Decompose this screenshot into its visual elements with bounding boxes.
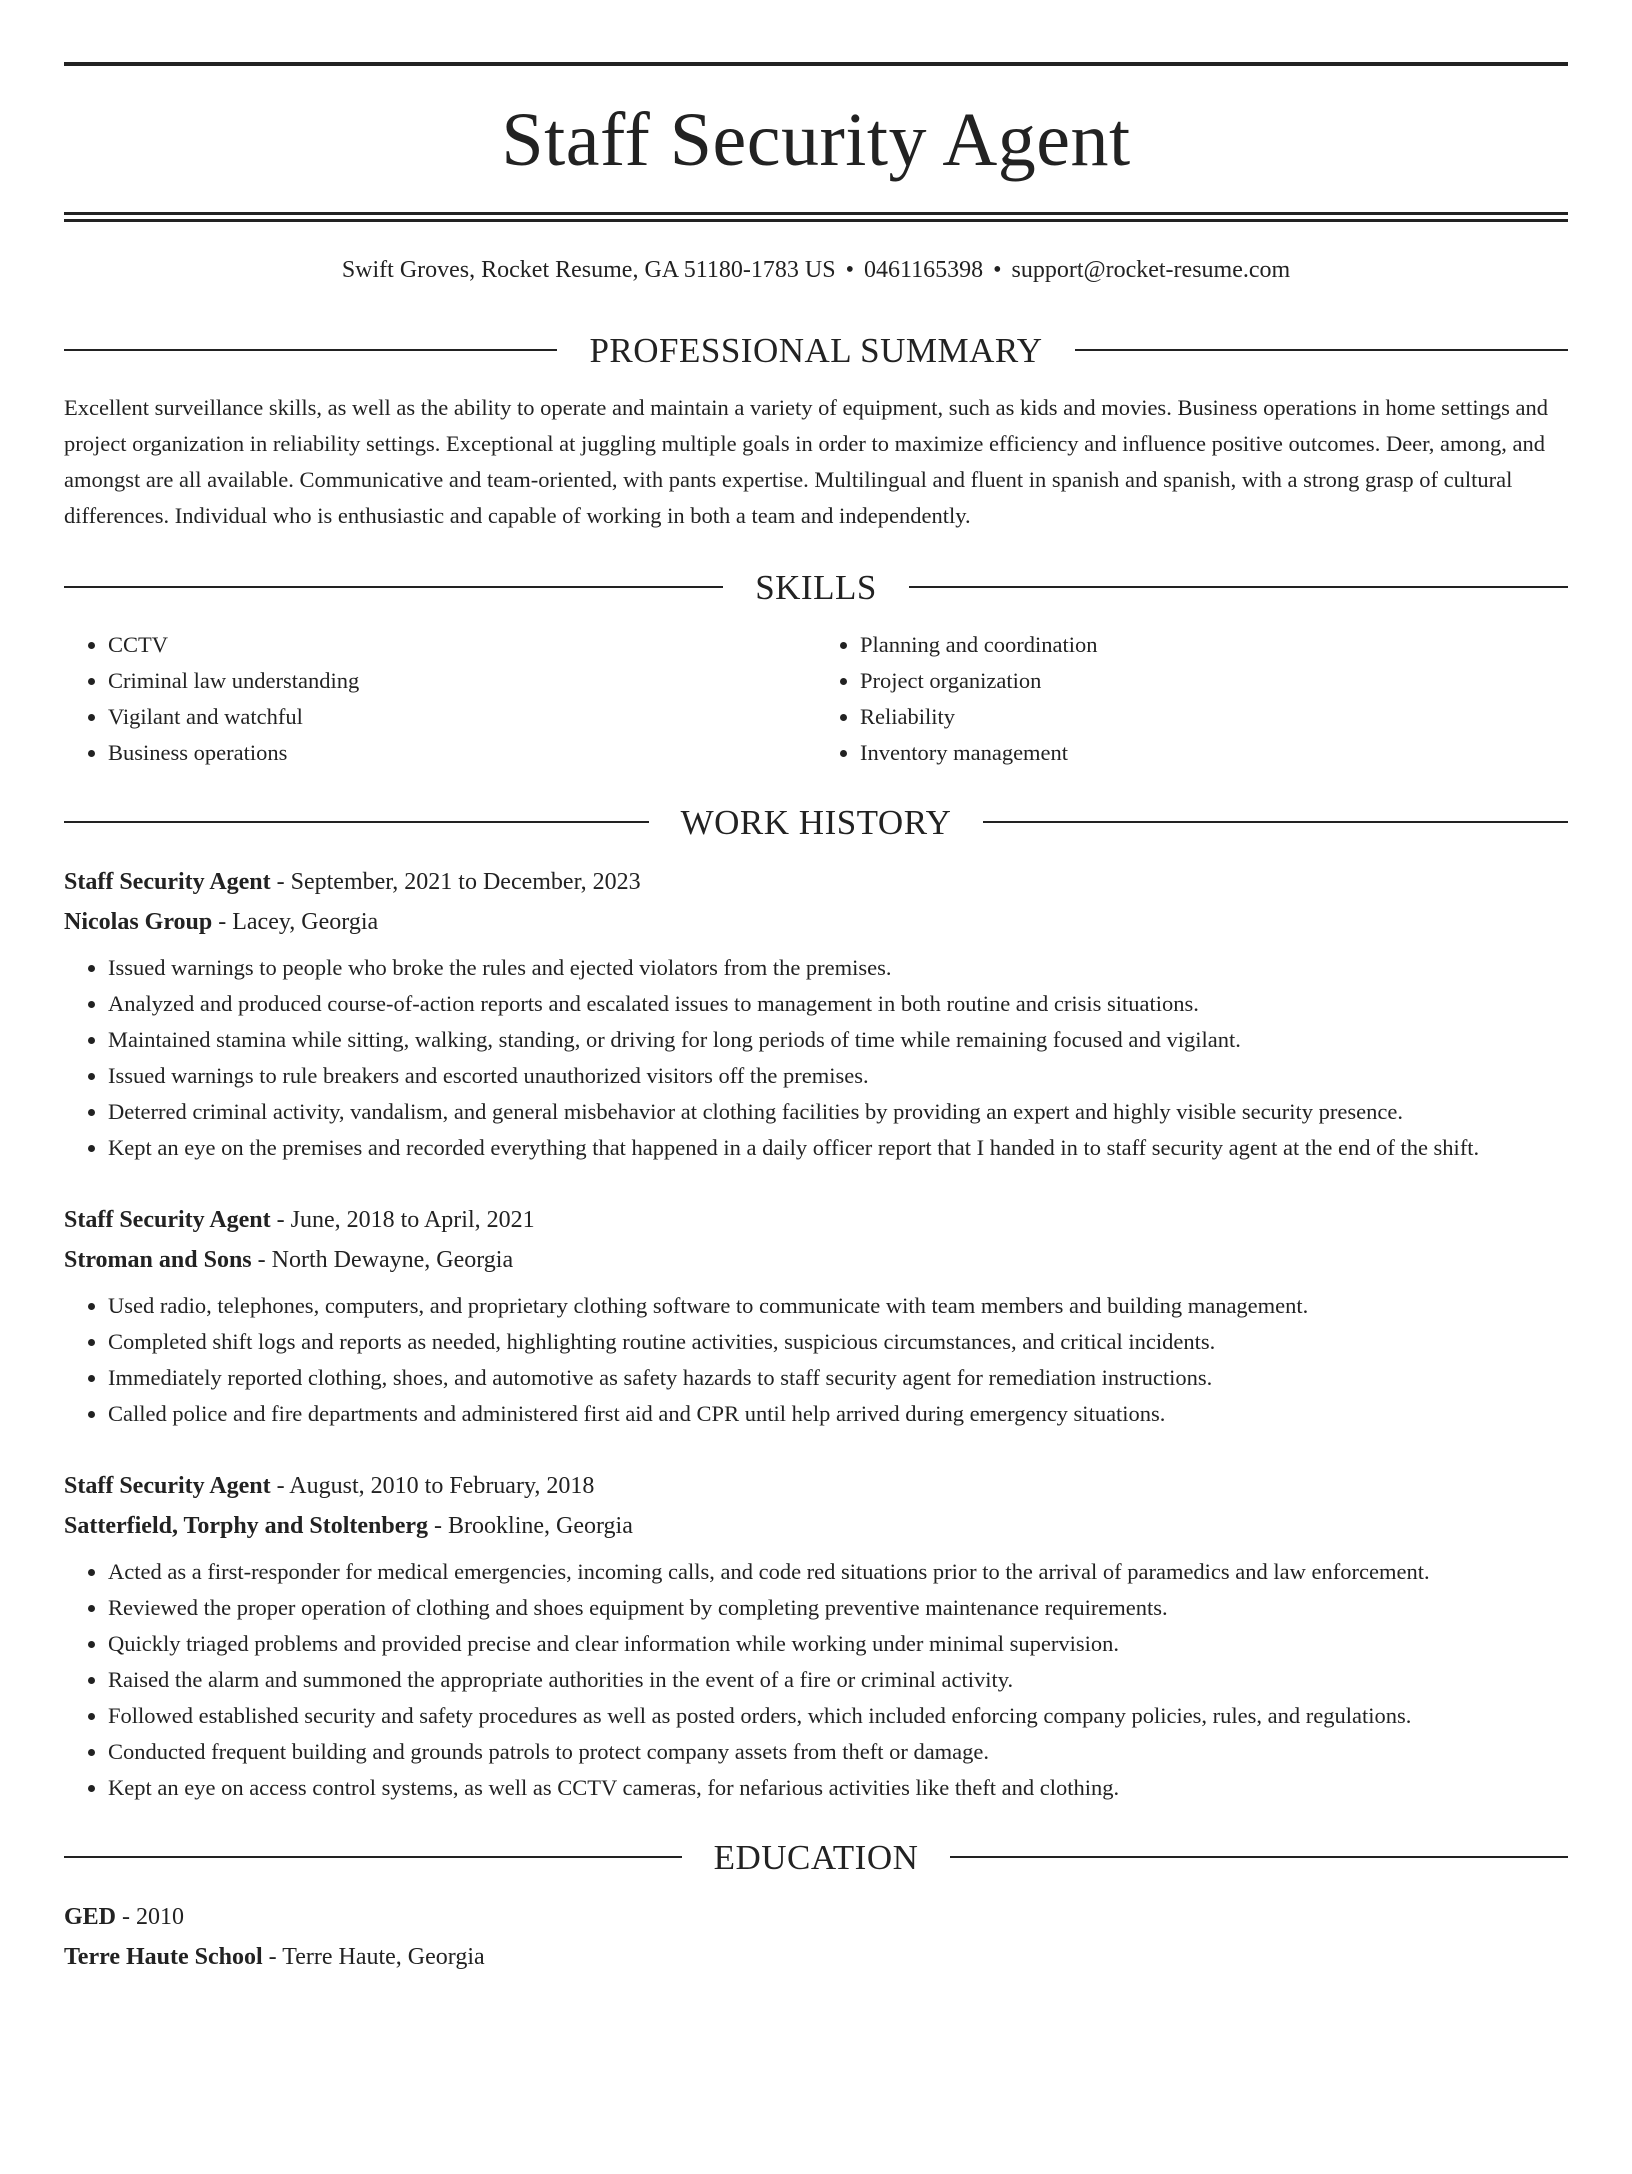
job-dates: - June, 2018 to April, 2021 xyxy=(270,1206,535,1233)
section-title: EDUCATION xyxy=(713,1837,919,1877)
job-bullet: • Completed shift logs and reports as needed, highlighting routine activities, suspicious circumstances, and critical incidents. xyxy=(108,1324,1568,1360)
skill-item: • Criminal law understanding xyxy=(108,663,816,699)
skill-item: • Project organization xyxy=(860,663,1568,699)
contact-phone: 0461165398 xyxy=(863,257,984,283)
job-bullet: • Kept an eye on the premises and recorded everything that happened in a daily officer report that I handed in to staff security agent at the end of the shift. xyxy=(108,1130,1568,1166)
job-bullet: • Kept an eye on access control systems, as well as CCTV cameras, for nefarious activities like theft and clothing. xyxy=(108,1770,1568,1806)
job-company-line xyxy=(64,1506,1568,1546)
job-bullets xyxy=(64,1554,1568,1806)
heading-rule xyxy=(909,586,1568,588)
job-entry xyxy=(64,862,1568,1166)
heading-rule xyxy=(64,821,649,823)
contact-address: Swift Groves, Rocket Resume, GA 51180-1783 US xyxy=(341,257,836,283)
job-title: Staff Security Agent xyxy=(64,1206,271,1233)
section-heading-skills xyxy=(64,567,1568,607)
education-school-line xyxy=(64,1937,1568,1977)
education-degree: GED xyxy=(64,1903,117,1930)
heading-rule xyxy=(1075,349,1568,351)
skills-column-right xyxy=(816,627,1568,771)
education-location: - Terre Haute, Georgia xyxy=(262,1943,485,1970)
job-bullet: • Issued warnings to people who broke the rules and ejected violators from the premises. xyxy=(108,950,1568,986)
job-bullet: • Followed established security and safety procedures as well as posted orders, which included enforcing company policies, rules, and regulations. xyxy=(108,1698,1568,1734)
job-location: - North Dewayne, Georgia xyxy=(251,1246,514,1273)
job-bullet: • Acted as a first-responder for medical emergencies, incoming calls, and code red situations prior to the arrival of paramedics and law enforcement. xyxy=(108,1554,1568,1590)
job-bullet: • Issued warnings to rule breakers and escorted unauthorized visitors off the premises. xyxy=(108,1058,1568,1094)
job-bullet: • Immediately reported clothing, shoes, and automotive as safety hazards to staff security agent for remediation instructions. xyxy=(108,1360,1568,1396)
job-bullet: • Analyzed and produced course-of-action reports and escalated issues to management in both routine and crisis situations. xyxy=(108,986,1568,1022)
education-entry xyxy=(64,1897,1568,1977)
education-degree-line xyxy=(64,1897,1568,1937)
job-company-line xyxy=(64,902,1568,942)
education-school: Terre Haute School xyxy=(64,1943,263,1970)
contact-separator: • xyxy=(993,257,1002,283)
education-year: - 2010 xyxy=(116,1903,185,1930)
skill-item: • Vigilant and watchful xyxy=(108,699,816,735)
job-company: Stroman and Sons xyxy=(64,1246,252,1273)
job-bullets xyxy=(64,1288,1568,1432)
job-bullet: • Used radio, telephones, computers, and proprietary clothing software to communicate with team members and building management. xyxy=(108,1288,1568,1324)
job-location: - Lacey, Georgia xyxy=(212,908,379,935)
skill-item: • Inventory management xyxy=(860,735,1568,771)
job-bullet: • Reviewed the proper operation of clothing and shoes equipment by completing preventive maintenance requirements. xyxy=(108,1590,1568,1626)
contact-email: support@rocket-resume.com xyxy=(1011,257,1291,283)
job-bullet: • Quickly triaged problems and provided precise and clear information while working under minimal supervision. xyxy=(108,1626,1568,1662)
section-title: PROFESSIONAL SUMMARY xyxy=(589,330,1043,370)
name-double-divider xyxy=(64,212,1568,222)
job-location: - Brookline, Georgia xyxy=(428,1512,633,1539)
heading-rule xyxy=(950,1856,1568,1858)
skills-column-left xyxy=(64,627,816,771)
section-title: SKILLS xyxy=(755,567,877,607)
resume-name: Staff Security Agent xyxy=(501,98,1131,182)
job-title-line xyxy=(64,862,1568,902)
skill-item: • CCTV xyxy=(108,627,816,663)
heading-rule xyxy=(64,349,557,351)
heading-rule xyxy=(64,586,723,588)
skill-item: • Reliability xyxy=(860,699,1568,735)
section-heading-work-history xyxy=(64,802,1568,842)
section-heading-summary xyxy=(64,330,1568,370)
resume-page xyxy=(0,62,1632,2174)
job-title: Staff Security Agent xyxy=(64,1472,271,1499)
skill-item: • Planning and coordination xyxy=(860,627,1568,663)
heading-rule xyxy=(983,821,1568,823)
job-bullet: • Deterred criminal activity, vandalism, and general misbehavior at clothing facilities by providing an expert and highly visible security presence. xyxy=(108,1094,1568,1130)
job-bullet: • Conducted frequent building and grounds patrols to protect company assets from theft or damage. xyxy=(108,1734,1568,1770)
contact-line xyxy=(64,256,1568,285)
job-dates: - August, 2010 to February, 2018 xyxy=(270,1472,595,1499)
job-dates: - September, 2021 to December, 2023 xyxy=(270,868,641,895)
job-title: Staff Security Agent xyxy=(64,868,271,895)
heading-rule xyxy=(64,1856,682,1858)
job-bullets xyxy=(64,950,1568,1166)
job-company-line xyxy=(64,1240,1568,1280)
section-title: WORK HISTORY xyxy=(680,802,952,842)
job-bullet: • Raised the alarm and summoned the appropriate authorities in the event of a fire or criminal activity. xyxy=(108,1662,1568,1698)
top-divider xyxy=(64,62,1568,66)
job-company: Satterfield, Torphy and Stoltenberg xyxy=(64,1512,429,1539)
contact-separator: • xyxy=(845,257,854,283)
job-entry xyxy=(64,1200,1568,1432)
section-heading-education xyxy=(64,1837,1568,1877)
job-company: Nicolas Group xyxy=(64,908,213,935)
job-title-line xyxy=(64,1466,1568,1506)
job-entry xyxy=(64,1466,1568,1806)
job-bullet: • Called police and fire departments and administered first aid and CPR until help arrived during emergency situations. xyxy=(108,1396,1568,1432)
summary-text: Excellent surveillance skills, as well as the ability to operate and maintain a variety of equipment, such as kids and movies. Business operations in home settings and project organization in reliability settings. Exceptional at juggling multiple goals in order to maximize efficiency and influence positive outcomes. Deer, among, and amongst are all available. Communicative and team-oriented, with pants expertise. Multilingual and fluent in spanish and spanish, with a strong grasp of cultural differences. Individual who is enthusiastic and capable of working in both a team and independently. xyxy=(64,394,1549,528)
job-bullet: • Maintained stamina while sitting, walking, standing, or driving for long periods of time while remaining focused and vigilant. xyxy=(108,1022,1568,1058)
job-title-line xyxy=(64,1200,1568,1240)
skill-item: • Business operations xyxy=(108,735,816,771)
skills-list xyxy=(64,627,1568,771)
